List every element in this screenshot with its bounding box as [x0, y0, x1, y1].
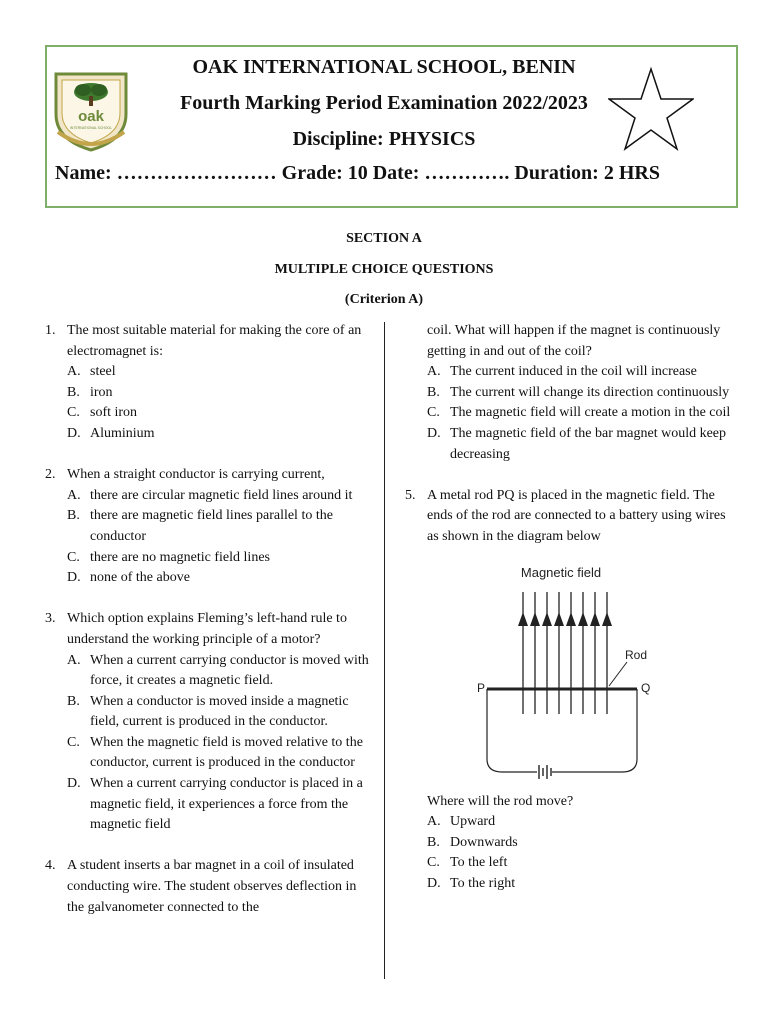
- option-letter: A.: [427, 814, 441, 830]
- option: [67, 486, 375, 507]
- column-divider: [384, 322, 385, 979]
- section-title: SECTION A: [346, 231, 422, 246]
- option: [427, 853, 735, 874]
- question-number: 3.: [45, 611, 56, 627]
- question-text: A metal rod PQ is placed in the magnetic field. The ends of the rod are connected to a battery using wires as shown in the diagram below: [427, 487, 726, 544]
- option-letter: A.: [67, 364, 81, 380]
- option-letter: C.: [67, 549, 80, 565]
- option: [427, 383, 735, 404]
- option-letter: B.: [427, 834, 440, 850]
- option-letter: B.: [67, 693, 80, 709]
- option-letter: C.: [427, 405, 440, 421]
- option-letter: B.: [427, 384, 440, 400]
- option-text: none of the above: [90, 570, 190, 586]
- option-text: there are magnetic field lines parallel to the conductor: [90, 508, 333, 544]
- left-column: [45, 321, 375, 918]
- q-label: Q: [641, 680, 651, 695]
- question-number: 1.: [45, 323, 56, 338]
- option: [67, 651, 375, 692]
- logo-text: oak: [78, 108, 104, 125]
- question-text: Which option explains Fleming’s left-hand rule to understand the working principle of a motor?: [67, 611, 347, 647]
- option-text: The magnetic field of the bar magnet would keep decreasing: [450, 425, 727, 462]
- option-letter: D.: [427, 875, 441, 891]
- question-number: 4.: [45, 858, 56, 874]
- option: [427, 874, 735, 895]
- option: [67, 403, 375, 424]
- section-subtitle: MULTIPLE CHOICE QUESTIONS: [274, 262, 494, 277]
- right-column: [405, 321, 735, 895]
- question-number: 5.: [405, 487, 416, 503]
- question-text: When a straight conductor is carrying current,: [67, 467, 325, 483]
- option-text: steel: [90, 364, 116, 380]
- option: [67, 774, 375, 836]
- logo-subtext: INTERNATIONAL SCHOOL: [69, 126, 113, 130]
- option: [427, 403, 735, 424]
- option-text: When a current carrying conductor is moved with force, it creates a magnetic field.: [90, 652, 369, 689]
- option-text: there are no magnetic field lines: [90, 549, 270, 565]
- diagram-title: Magnetic field: [520, 564, 602, 580]
- option: [67, 362, 375, 383]
- question-number: 2.: [45, 467, 56, 483]
- option: [427, 833, 735, 854]
- question-2: [45, 465, 375, 486]
- p-label: P: [477, 680, 486, 695]
- option-text: The current will change its direction continuously: [450, 384, 730, 400]
- option-text: Downwards: [450, 834, 518, 850]
- option: [427, 362, 735, 383]
- option-text: The magnetic field will create a motion in the coil: [450, 405, 731, 421]
- option-text: Aluminium: [90, 425, 155, 441]
- option: [67, 548, 375, 569]
- option-text: soft iron: [90, 405, 138, 421]
- question-4: [45, 856, 375, 918]
- school-name: OAK INTERNATIONAL SCHOOL, BENIN: [192, 56, 576, 78]
- battery-icon: [539, 765, 551, 779]
- question-3: [45, 609, 375, 650]
- option-text: The current induced in the coil will increase: [450, 364, 697, 380]
- option-letter: D.: [67, 570, 81, 586]
- option-letter: A.: [67, 652, 81, 668]
- option-text: When a conductor is moved inside a magnetic field, current is produced in the conductor.: [90, 693, 349, 730]
- student-info-line: Name: …………………… Grade: 10 Date: …………. Duration: 2 HRS: [55, 162, 660, 184]
- option-letter: C.: [427, 855, 440, 871]
- option: [67, 506, 375, 547]
- section-criterion: (Criterion A): [344, 292, 424, 307]
- option-text: Upward: [450, 814, 496, 830]
- option-letter: B.: [67, 384, 80, 400]
- option: [67, 733, 375, 774]
- discipline: Discipline: PHYSICS: [292, 128, 476, 150]
- option-letter: D.: [67, 425, 81, 441]
- question-text: A student inserts a bar magnet in a coil of insulated conducting wire. The student observes deflection in the galvanometer connected to the: [67, 858, 357, 915]
- exam-title: Fourth Marking Period Examination 2022/2023: [180, 92, 588, 114]
- rod-label: Rod: [625, 647, 648, 662]
- magnetic-field-diagram: [457, 554, 652, 782]
- option: [427, 812, 735, 833]
- option-text: there are circular magnetic field lines around it: [90, 487, 353, 503]
- option: [67, 383, 375, 404]
- option-letter: D.: [427, 425, 441, 441]
- option: [67, 692, 375, 733]
- question-5-prompt: Where will the rod move?: [427, 793, 574, 809]
- question-1: [45, 321, 375, 362]
- question-4-continued: coil. What will happen if the magnet is continuously getting in and out of the coil?: [427, 323, 721, 359]
- option-letter: B.: [67, 508, 80, 524]
- option-text: To the right: [450, 875, 516, 891]
- option-text: iron: [90, 384, 113, 400]
- option-letter: A.: [427, 364, 441, 380]
- option-letter: C.: [67, 405, 80, 421]
- option-text: When a current carrying conductor is placed in a magnetic field, it experiences a force from the magnetic field: [90, 776, 363, 833]
- option: [67, 424, 375, 445]
- option-letter: D.: [67, 776, 81, 792]
- option-letter: C.: [67, 734, 80, 750]
- option: [427, 424, 735, 465]
- question-text: The most suitable material for making the core of an electromagnet is:: [67, 323, 362, 359]
- option: [67, 568, 375, 589]
- option-letter: A.: [67, 487, 81, 503]
- option-text: To the left: [450, 855, 508, 871]
- option-text: When the magnetic field is moved relative to the conductor, current is produced in the conductor: [90, 734, 363, 771]
- question-5: [405, 486, 735, 548]
